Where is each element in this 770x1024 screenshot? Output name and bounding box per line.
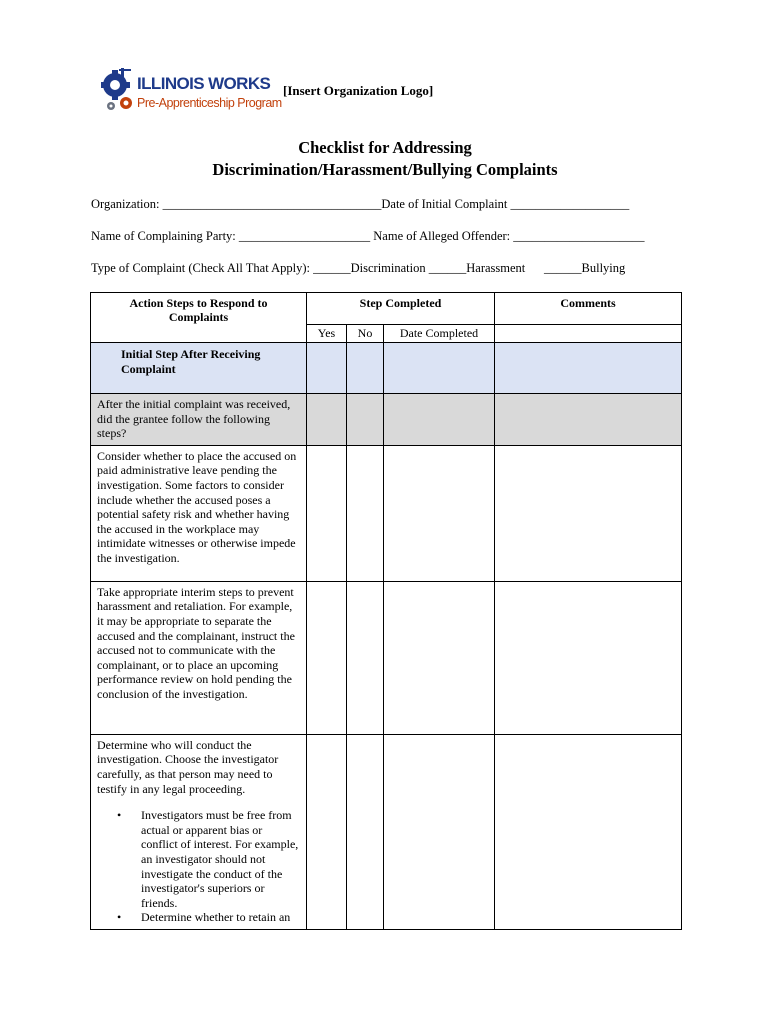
step-text: Determine who will conduct the investigation. Choose the investigator carefully, as that person may need to testify in any legal proceeding. bbox=[97, 737, 279, 796]
date-cell[interactable] bbox=[384, 445, 495, 581]
yes-header: Yes bbox=[307, 325, 347, 343]
date-cell[interactable] bbox=[384, 394, 495, 446]
table-row bbox=[91, 734, 682, 929]
no-cell[interactable] bbox=[347, 394, 384, 446]
yes-cell[interactable] bbox=[307, 581, 347, 734]
table-row bbox=[91, 581, 682, 734]
yes-cell[interactable] bbox=[307, 445, 347, 581]
logo-subtitle: Pre-Apprenticeship Program bbox=[137, 96, 282, 110]
gear-icon bbox=[101, 68, 135, 112]
yes-cell[interactable] bbox=[307, 734, 347, 929]
comments-cell[interactable] bbox=[495, 445, 682, 581]
checklist-table bbox=[90, 292, 682, 930]
comments-cell[interactable] bbox=[495, 343, 682, 394]
date-completed-header: Date Completed bbox=[384, 325, 495, 343]
page-title-line1: Checklist for Addressing bbox=[298, 138, 472, 157]
comments-cell[interactable] bbox=[495, 734, 682, 929]
date-cell[interactable] bbox=[384, 734, 495, 929]
comments-header: Comments bbox=[495, 293, 682, 325]
comments-cell[interactable] bbox=[495, 394, 682, 446]
insert-logo-placeholder: [Insert Organization Logo] bbox=[283, 83, 434, 98]
no-cell[interactable] bbox=[347, 445, 384, 581]
comments-subheader-cell bbox=[495, 325, 682, 343]
complaint-type-line: Type of Complaint (Check All That Apply): ______Discrimination ______Harassment ______Bullying bbox=[91, 261, 626, 275]
page-title-line2: Discrimination/Harassment/Bullying Complaints bbox=[212, 160, 558, 179]
no-header: No bbox=[347, 325, 384, 343]
yes-cell[interactable] bbox=[307, 394, 347, 446]
initial-step-label: Initial Step After Receiving Complaint bbox=[91, 343, 307, 394]
table-row bbox=[91, 343, 682, 394]
step-text-with-bullets bbox=[91, 734, 307, 929]
table-header-row bbox=[91, 293, 682, 325]
party-offender-line: Name of Complaining Party: _____________________ Name of Alleged Offender: _____________________ bbox=[91, 229, 645, 243]
table-row bbox=[91, 394, 682, 446]
step-text: Take appropriate interim steps to prevent harassment and retaliation. For example, it may be appropriate to separate the accused and the complainant, instruct the accused not to communicate with the complainant, or to place an upcoming performance review on hold pending the conclusion of the investigation. bbox=[91, 581, 307, 734]
illinois-works-logo bbox=[101, 66, 281, 114]
logo-title: ILLINOIS WORKS bbox=[137, 74, 271, 93]
step-completed-header: Step Completed bbox=[307, 293, 495, 325]
list-item: • Investigators must be free from actual or apparent bias or conflict of interest. For example, an investigator should not investigate the conduct of the investigator's superiors or friends. bbox=[141, 808, 300, 910]
list-item: • Determine whether to retain an bbox=[141, 910, 300, 925]
no-cell[interactable] bbox=[347, 343, 384, 394]
yes-cell[interactable] bbox=[307, 343, 347, 394]
action-steps-header: Action Steps to Respond to Complaints bbox=[91, 293, 307, 343]
bullet-list bbox=[97, 808, 300, 925]
organization-date-line: Organization: ___________________________________Date of Initial Complaint ___________________ bbox=[91, 197, 630, 211]
date-cell[interactable] bbox=[384, 343, 495, 394]
step-text: Consider whether to place the accused on paid administrative leave pending the investigation. Some factors to consider include whether the accused poses a potential safety risk and whether having the accused in the workplace may intimidate witnesses or otherwise impede the investigation. bbox=[91, 445, 307, 581]
comments-cell[interactable] bbox=[495, 581, 682, 734]
no-cell[interactable] bbox=[347, 581, 384, 734]
step-question: After the initial complaint was received, did the grantee follow the following steps? bbox=[91, 394, 307, 446]
no-cell[interactable] bbox=[347, 734, 384, 929]
table-row bbox=[91, 445, 682, 581]
date-cell[interactable] bbox=[384, 581, 495, 734]
